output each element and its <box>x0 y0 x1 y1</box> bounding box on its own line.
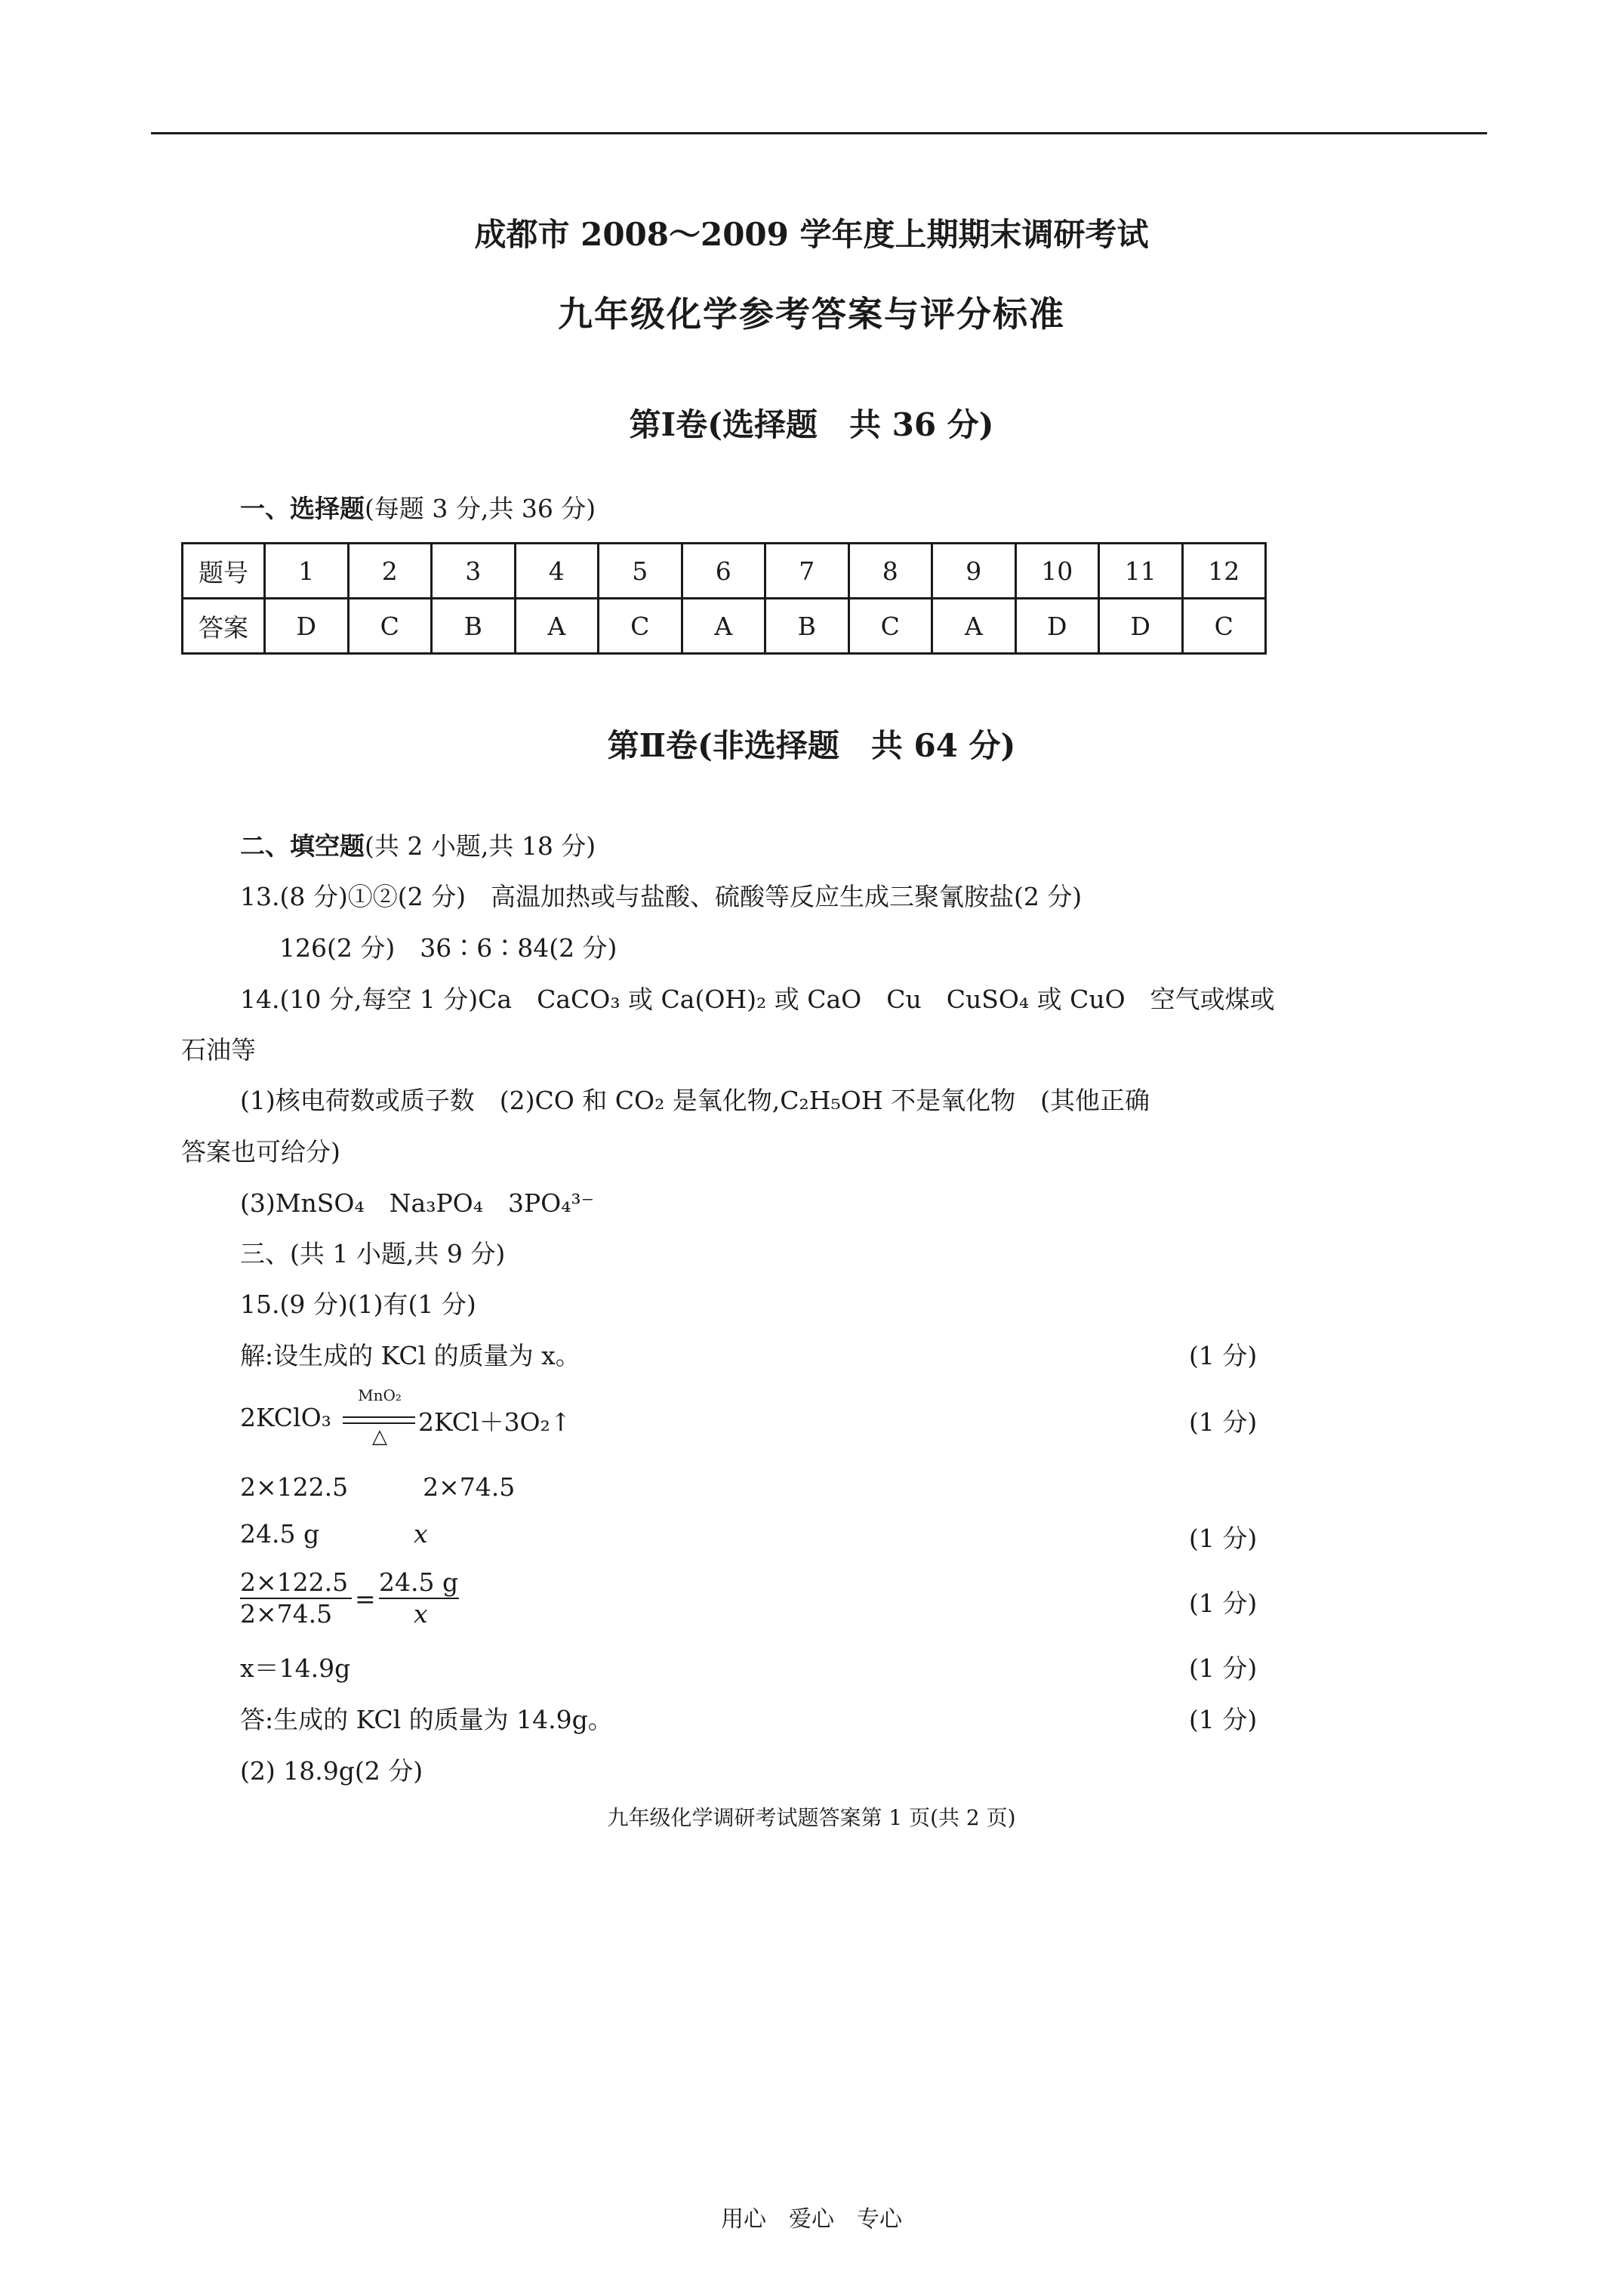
score-label: (1 分) <box>1189 1705 1258 1734</box>
reaction-equals-sign <box>343 1416 415 1424</box>
table-cell: 9 <box>932 544 1016 599</box>
table-cell: C <box>848 599 932 654</box>
fraction-right-numerator: 24.5 g <box>379 1567 459 1597</box>
score-label: (1 分) <box>1189 1407 1258 1437</box>
section2-label: 二、填空题 <box>240 831 365 861</box>
table-cell: 4 <box>515 544 599 599</box>
ratio-row: 2×122.5 2×74.5 <box>240 1472 516 1502</box>
table-cell: D <box>265 599 349 654</box>
page-number-label: 九年级化学调研考试题答案第 1 页(共 2 页) <box>607 1805 1016 1830</box>
section1-note: (每题 3 分,共 36 分) <box>365 494 596 523</box>
q14-line1: 14.(10 分,每空 1 分)Ca CaCO₃ 或 Ca(OH)₂ 或 CaO Cu CuSO₄ 或 CuO 空气或煤或 <box>240 985 1275 1014</box>
section2-note: (共 2 小题,共 18 分) <box>365 831 596 861</box>
answer-table <box>181 542 1267 655</box>
footer-slogan: 用心 爱心 专心 <box>721 2206 902 2233</box>
table-cell: 10 <box>1015 544 1099 599</box>
q13-line1: 13.(8 分)①②(2 分) 高温加热或与盐酸、硫酸等反应生成三聚氰胺盐(2 分) <box>240 882 1083 911</box>
table-cell: 1 <box>265 544 349 599</box>
q13-line2: 126(2 分) 36∶6∶84(2 分) <box>279 933 617 963</box>
reaction-equation <box>240 1386 587 1448</box>
table-cell: D <box>1015 599 1099 654</box>
result-line: x＝14.9g <box>240 1653 351 1683</box>
table-cell: B <box>432 599 516 654</box>
fraction-left <box>240 1567 353 1631</box>
section2-header <box>240 827 596 862</box>
row-label-answer: 答案 <box>183 599 265 654</box>
q15-solve-line: 解:设生成的 KCl 的质量为 x。 <box>240 1341 581 1370</box>
reaction-product: 2KCl＋3O₂↑ <box>418 1407 571 1437</box>
table-cell: A <box>932 599 1016 654</box>
q15-part2-line: (2) 18.9g(2 分) <box>240 1756 423 1786</box>
table-cell: 12 <box>1182 544 1266 599</box>
table-cell: 2 <box>348 544 432 599</box>
fraction-right <box>379 1567 462 1631</box>
mass-row-left: 24.5 g <box>240 1519 320 1549</box>
score-label: (1 分) <box>1189 1341 1258 1370</box>
fraction-left-numerator: 2×122.5 <box>240 1567 349 1597</box>
q15-line1: 15.(9 分)(1)有(1 分) <box>240 1290 476 1319</box>
fraction-right-denominator: x <box>414 1599 428 1629</box>
section3-header: 三、(共 1 小题,共 9 分) <box>240 1239 506 1268</box>
q14-line4: 答案也可给分) <box>181 1137 340 1166</box>
document-title: 成都市 2008～2009 学年度上期期末调研考试 <box>474 216 1149 253</box>
table-cell: 3 <box>432 544 516 599</box>
section1-header <box>240 489 596 525</box>
answer-line: 答:生成的 KCl 的质量为 14.9g。 <box>240 1705 613 1734</box>
score-label: (1 分) <box>1189 1653 1258 1683</box>
part2-heading: 第Ⅱ卷(非选择题 共 64 分) <box>607 727 1016 764</box>
table-cell: C <box>1182 599 1266 654</box>
table-cell: A <box>682 599 765 654</box>
reaction-reactant: 2KClO₃ <box>240 1403 331 1432</box>
q14-line3: (1)核电荷数或质子数 (2)CO 和 CO₂ 是氧化物,C₂H₅OH 不是氧化物 (其他正确 <box>240 1086 1150 1115</box>
fraction-left-denominator: 2×74.5 <box>240 1599 333 1629</box>
table-cell: 6 <box>682 544 765 599</box>
table-cell: C <box>348 599 432 654</box>
q14-line5: (3)MnSO₄ Na₃PO₄ 3PO₄³⁻ <box>240 1188 595 1218</box>
score-label: (1 分) <box>1189 1524 1258 1553</box>
table-cell: 7 <box>765 544 849 599</box>
q14-line2: 石油等 <box>181 1035 256 1065</box>
table-cell: C <box>599 599 682 654</box>
table-cell: 5 <box>599 544 682 599</box>
reaction-catalyst: MnO₂ <box>358 1386 402 1404</box>
top-rule <box>151 132 1487 134</box>
part1-heading: 第Ⅰ卷(选择题 共 36 分) <box>629 406 994 443</box>
table-cell: 8 <box>848 544 932 599</box>
section1-label: 一、选择题 <box>240 494 365 523</box>
table-cell: D <box>1099 599 1183 654</box>
document-subtitle: 九年级化学参考答案与评分标准 <box>558 294 1065 334</box>
table-row-numbers <box>183 544 1266 599</box>
fraction-equals: = <box>355 1584 376 1613</box>
mass-row-right: x <box>414 1519 428 1549</box>
table-cell: B <box>765 599 849 654</box>
score-label: (1 分) <box>1189 1589 1258 1618</box>
reaction-condition: △ <box>372 1425 387 1448</box>
table-row-answers <box>183 599 1266 654</box>
table-cell: A <box>515 599 599 654</box>
row-label-number: 题号 <box>183 544 265 599</box>
table-cell: 11 <box>1099 544 1183 599</box>
